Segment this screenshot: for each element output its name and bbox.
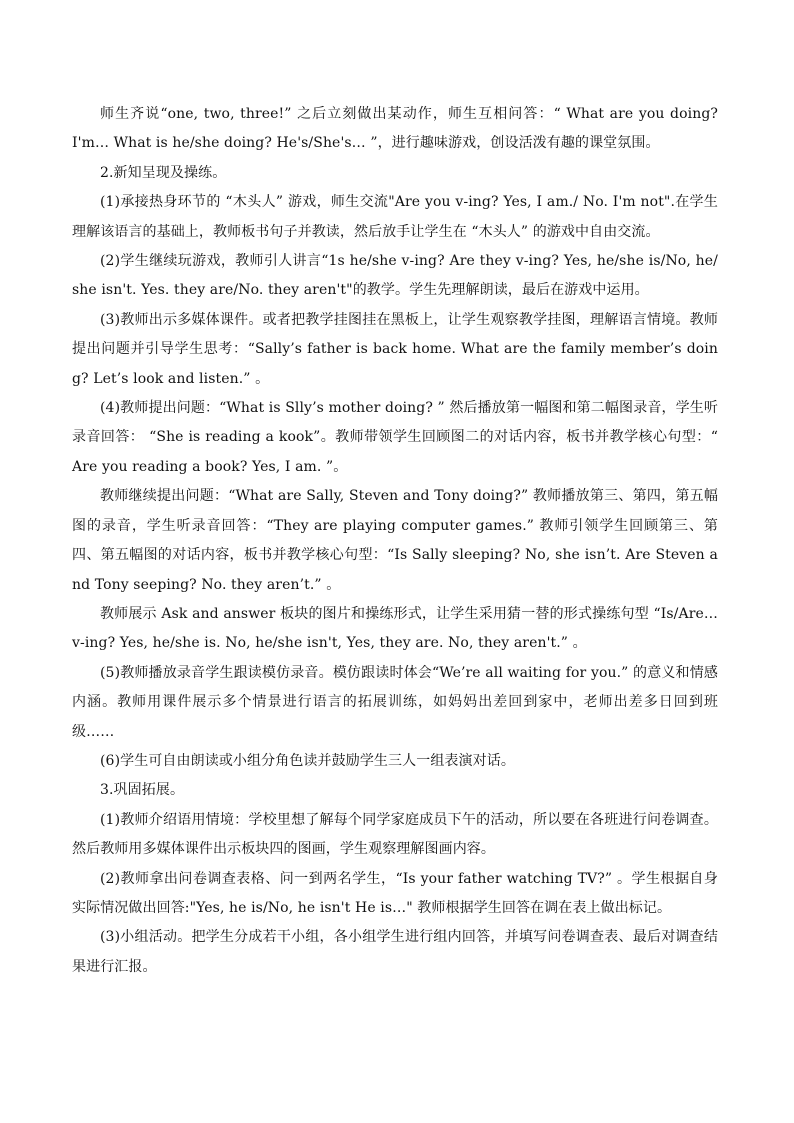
paragraph-step-4: (4)教师提出问题：“What is Slly’s mother doing? ” 然后播放第一幅图和第二幅图录音，学生听录音回答： “She is reading a kook”。教师带领学生回顾图二的对话内容，板书并教学核心句型：“ Are you reading a book? Yes, I am. ”。	[72, 400, 718, 475]
paragraph-consolidation-1: (1)教师介绍语用情境：学校里想了解每个同学家庭成员下午的活动，所以要在各班进行问卷调查。然后教师用多媒体课件出示板块四的图画，学生观察理解图画内容。	[72, 811, 718, 858]
document-page	[72, 100, 718, 982]
section-heading-new-knowledge: 2.新知呈现及操练。	[100, 164, 227, 181]
paragraph-step-6: (6)学生可自由朗读或小组分角色读并鼓励学生三人一组表演对话。	[100, 752, 515, 769]
paragraph-step-5: (5)教师播放录音学生跟读模仿录音。模仿跟读时体会“We’re all waiting for you.” 的意义和情感内涵。教师用课件展示多个情景进行语言的拓展训练，如妈妈出差回到家中，老师出差多日回到班级……	[72, 664, 718, 740]
paragraph-consolidation-2: (2)教师拿出问卷调查表格、问一到两名学生，“Is your father watching TV?” 。学生根据自身实际情况做出回答:"Yes, he is/No, he isn't He is…" 教师根据学生回答在调在表上做出标记。	[72, 870, 718, 916]
paragraph-step-1: (1)承接热身环节的 “木头人” 游戏，师生交流"Are you v-ing? Yes, I am./ No. I'm not".在学生理解该语言的基础上，教师板书句子并教读，然后放手让学生在 “木头人” 的游戏中自由交流。	[72, 194, 718, 240]
paragraph-step-2: (2)学生继续玩游戏，教师引人讲言“1s he/she v-ing? Are they v-ing? Yes, he/she is/No, he/she isn't. Yes. they are/No. they aren't"的教学。学生先理解朗读，最后在游戏中运用。	[72, 253, 718, 299]
section-heading-consolidation: 3.巩固拓展。	[100, 782, 185, 799]
paragraph-step-3: (3)教师出示多媒体课件。或者把教学挂图挂在黑板上，让学生观察教学挂图，理解语言情境。教师提出问题并引导学生思考：“Sally’s father is back home. What are the family member’s doing? Let’s look and listen.” 。	[72, 311, 718, 387]
paragraph-consolidation-3: (3)小组活动。把学生分成若干小组，各小组学生进行组内回答，并填写问卷调查表、最后对调查结果进行汇报。	[72, 929, 718, 975]
paragraph-step-4-continued: 教师继续提出问题：“What are Sally, Steven and Tony doing?” 教师播放第三、第四，第五幅图的录音，学生听录音回答：“They are playing computer games.” 教师引领学生回顾第三、第四、第五幅图的对话内容，板书并教学核心句型：“Is Sally sleeping? No, she isn’t. Are Steven and Tony seeping? No. they aren’t.” 。	[72, 488, 718, 593]
paragraph-ask-and-answer: 教师展示 Ask and answer 板块的图片和操练形式，让学生采用猜一替的形式操练句型 “Is/Are…v-ing? Yes, he/she is. No, he/she isn't, Yes, they are. No, they aren't.” 。	[72, 605, 718, 652]
paragraph-warmup-game: 师生齐说“one, two, three!” 之后立刻做出某动作，师生互相问答：“ What are you doing? I'm… What is he/she doing? He's/She's… ”，进行趣味游戏，创设活泼有趣的课堂氛围。	[72, 106, 718, 152]
